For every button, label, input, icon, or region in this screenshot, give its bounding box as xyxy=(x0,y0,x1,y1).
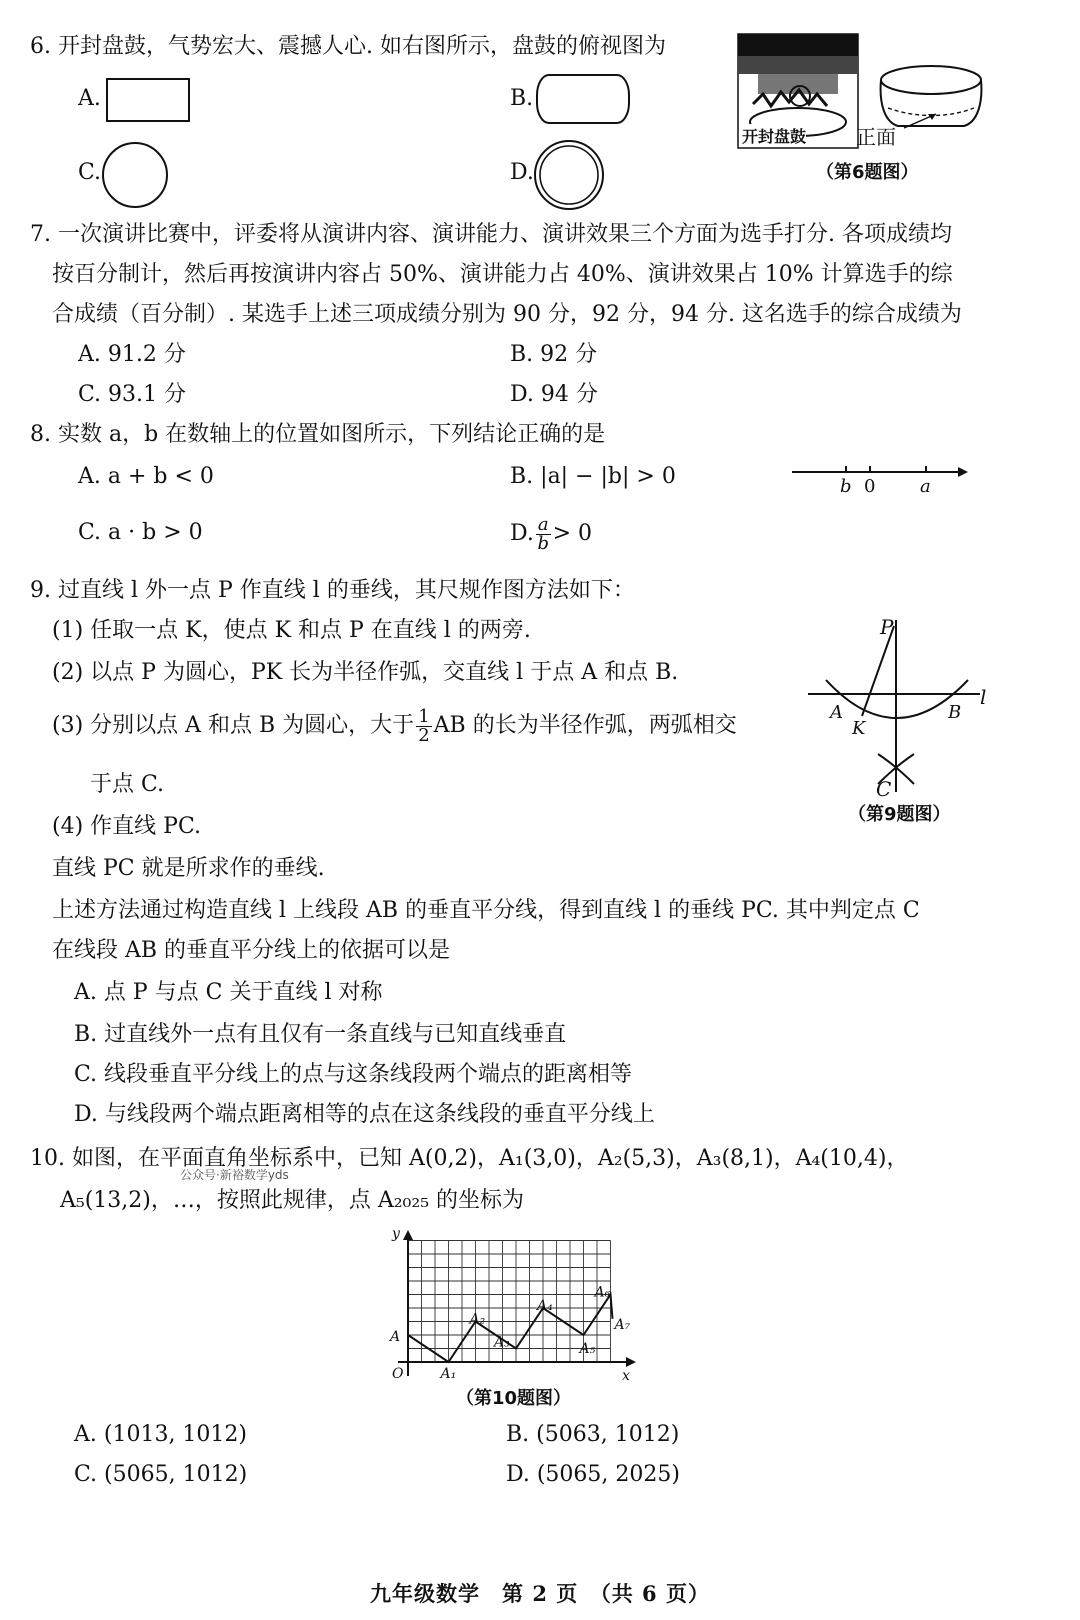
q7-option-d: D. 94 分 xyxy=(510,382,598,407)
q9-fig-label-a: A xyxy=(830,702,843,723)
q7-option-b: B. 92 分 xyxy=(510,342,598,367)
q6-option-d-label: D. xyxy=(510,160,534,185)
q9-step3-denominator: 2 xyxy=(418,724,430,746)
q6-option-a-label: A. xyxy=(78,86,101,111)
q8-option-d-numerator: a xyxy=(537,513,549,535)
q10-fig-label-a5: A₅ xyxy=(579,1341,596,1357)
q10-x-arrow xyxy=(626,1357,636,1367)
q10-fig-label-y: y xyxy=(392,1226,400,1242)
q10-fig-label-a4: A₄ xyxy=(537,1298,553,1314)
q10-coordinate-figure xyxy=(380,1226,640,1386)
q9-figure-caption: （第9题图） xyxy=(848,804,951,825)
q9-step3-pre: (3) 分别以点 A 和点 B 为圆心，大于 xyxy=(52,713,415,738)
q10-option-c: C. (5065, 1012) xyxy=(74,1462,248,1487)
q8-option-b: B. |a| − |b| > 0 xyxy=(510,464,676,489)
q7-stem-line3: 合成绩（百分制）. 某选手上述三项成绩分别为 90 分，92 分，94 分. 这名选手的综合成绩为 xyxy=(52,302,962,327)
q9-para1: 上述方法通过构造直线 l 上线段 AB 的垂直平分线，得到直线 l 的垂线 PC. 其中判定点 C xyxy=(52,898,920,923)
q9-step3-cont: 于点 C. xyxy=(90,772,165,797)
q10-fig-label-o: O xyxy=(392,1366,404,1382)
q6-option-b-label: B. xyxy=(510,86,534,111)
q9-step1: (1) 任取一点 K，使点 K 和点 P 在直线 l 的两旁. xyxy=(52,618,531,643)
q6-photo-caption: 开封盘鼓 xyxy=(742,124,806,147)
q8-axis-label-a: a xyxy=(920,476,931,497)
q8-option-d xyxy=(510,512,592,556)
q9-step4: (4) 作直线 PC. xyxy=(52,814,201,839)
q6-front-label: 正面 xyxy=(856,125,896,149)
q8-option-d-fraction xyxy=(536,513,551,554)
q10-stem-line2: A₅(13,2)，…，按照此规律，点 A₂₀₂₅ 的坐标为 xyxy=(60,1188,525,1213)
q9-fig-label-l: l xyxy=(980,685,987,709)
q10-y-arrow xyxy=(403,1230,413,1240)
q8-axis-label-b: b xyxy=(840,476,852,497)
q9-step2: (2) 以点 P 为圆心，PK 长为半径作弧，交直线 l 于点 A 和点 B. xyxy=(52,660,679,685)
q10-option-a: A. (1013, 1012) xyxy=(74,1422,248,1447)
q6-stem: 6. 开封盘鼓，气势宏大、震撼人心. 如右图所示，盘鼓的俯视图为 xyxy=(30,34,666,59)
q10-watermark: 公众号·新裕数学yds xyxy=(180,1168,289,1182)
q6-option-c-label: C. xyxy=(78,160,102,185)
q9-fig-label-k: K xyxy=(852,718,866,739)
q9-fig-label-c: C xyxy=(876,777,892,801)
q10-fig-label-x: x xyxy=(622,1368,630,1384)
q10-stem-line1: 10. 如图，在平面直角坐标系中，已知 A(0,2)，A₁(3,0)，A₂(5,3)，A₃(8,1)，A₄(10,4)， xyxy=(30,1146,909,1171)
q6-option-b-rounded-rectangle xyxy=(536,74,632,126)
q9-step3-numerator: 1 xyxy=(418,705,430,727)
q7-option-a: A. 91.2 分 xyxy=(78,342,186,367)
q6-option-d-double-circle xyxy=(532,138,606,212)
q10-fig-label-a7: A₇ xyxy=(614,1316,631,1333)
q8-axis-label-0: 0 xyxy=(864,476,876,497)
q9-fig-label-b: B xyxy=(948,702,962,723)
q7-option-c: C. 93.1 分 xyxy=(78,382,187,407)
q10-figure-caption: （第10题图） xyxy=(456,1388,572,1409)
q9-step3-post: AB 的长为半径作弧，两弧相交 xyxy=(433,713,737,738)
q7-stem-line1: 7. 一次演讲比赛中，评委将从演讲内容、演讲能力、演讲效果三个方面为选手打分. 各项成绩均 xyxy=(30,222,952,247)
q9-para2: 在线段 AB 的垂直平分线上的依据可以是 xyxy=(52,938,451,963)
q10-option-b: B. (5063, 1012) xyxy=(506,1422,680,1447)
q8-option-d-denominator: b xyxy=(537,532,549,554)
page-footer: 九年级数学 第 2 页 （共 6 页） xyxy=(370,1581,710,1606)
q8-option-c: C. a · b > 0 xyxy=(78,520,203,545)
q9-option-a: A. 点 P 与点 C 关于直线 l 对称 xyxy=(74,980,383,1005)
q10-fig-label-a1: A₁ xyxy=(440,1366,457,1382)
q9-option-c: C. 线段垂直平分线上的点与这条线段两个端点的距离相等 xyxy=(74,1062,633,1087)
q10-fig-label-a: A xyxy=(390,1329,401,1345)
q10-option-d: D. (5065, 2025) xyxy=(506,1462,680,1487)
q6-figure-caption: （第6题图） xyxy=(816,162,919,183)
q8-option-d-label: D. xyxy=(510,521,534,546)
q8-number-line xyxy=(790,460,970,500)
q7-stem-line2: 按百分制计，然后再按演讲内容占 50%、演讲能力占 40%、演讲效果占 10% 计算选手的综 xyxy=(52,262,953,287)
q9-option-b: B. 过直线外一点有且仅有一条直线与已知直线垂直 xyxy=(74,1022,567,1047)
q9-construction-figure xyxy=(800,616,1000,806)
q8-option-a: A. a + b < 0 xyxy=(78,464,214,489)
q10-fig-label-a2: A₂ xyxy=(469,1311,486,1328)
q9-fig-label-p: P xyxy=(880,615,894,639)
q6-option-c-circle xyxy=(100,140,170,210)
q8-option-d-tail: > 0 xyxy=(552,521,593,546)
q10-fig-label-a6: A₆ xyxy=(594,1284,611,1301)
q9-stem: 9. 过直线 l 外一点 P 作直线 l 的垂线，其尺规作图方法如下： xyxy=(30,578,635,603)
q10-fig-label-a3: A₃ xyxy=(494,1334,510,1351)
q9-step3-fraction xyxy=(416,705,431,746)
q9-conclusion: 直线 PC 就是所求作的垂线. xyxy=(52,856,325,881)
q8-stem: 8. 实数 a，b 在数轴上的位置如图所示，下列结论正确的是 xyxy=(30,422,606,447)
q6-option-a-rectangle xyxy=(106,78,190,124)
q9-step3 xyxy=(52,704,737,748)
q9-option-d: D. 与线段两个端点距离相等的点在这条线段的垂直平分线上 xyxy=(74,1102,655,1127)
